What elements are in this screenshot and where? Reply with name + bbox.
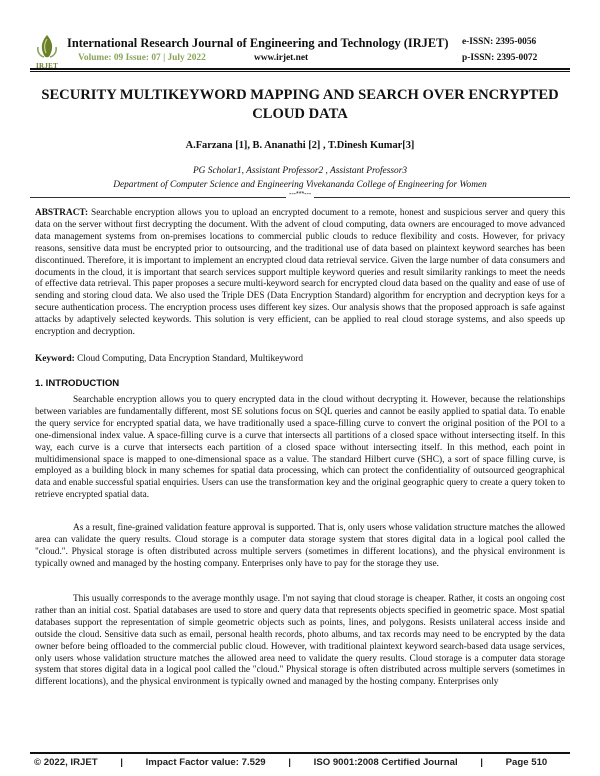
footer-impact-factor: Impact Factor value: 7.529	[145, 757, 266, 768]
section-heading-introduction: 1. INTRODUCTION	[35, 378, 120, 389]
abstract-label: ABSTRACT:	[35, 208, 89, 218]
footer-divider: |	[120, 757, 123, 768]
journal-title: International Research Journal of Engineering and Technology (IRJET)	[67, 36, 449, 50]
footer-divider: |	[288, 757, 291, 768]
keyword-label: Keyword:	[35, 354, 75, 364]
footer-iso: ISO 9001:2008 Certified Journal	[313, 757, 458, 768]
author-affiliation: Department of Computer Science and Engineering Vivekananda College of Engineering for Women	[113, 180, 487, 190]
paper-title: SECURITY MULTIKEYWORD MAPPING AND SEARCH OVER ENCRYPTED CLOUD DATA	[41, 87, 559, 122]
separator-stars: ---***---	[286, 191, 314, 198]
pissn: p-ISSN: 2395-0072	[462, 53, 538, 63]
keyword-text: Cloud Computing, Data Encryption Standard, Multikeyword	[74, 354, 304, 364]
intro-paragraph-3: This usually corresponds to the average monthly usage. I'm not saying that cloud storage is cheaper. Rather, it costs an ongoing cost rather than an initial cost. Spatial databases are used to store and query data that represents objects specified in geometric space. Most spatial databases support the representation of simple geometric objects such as points, lines, and polygons. Resists unilateral access inside and outside the cloud. Sensitive data such as email, personal health records, photo albums, and tax records may need to be encrypted by the data owner before being offloaded to the commercial public cloud. However, with traditional plaintext keyword search-based data usage services, only users whose validation structure matches the allowed area need to validate the query results. Cloud storage is a computer data storage system that stores digital data in a logical pool called the "cloud." Physical storage is often distributed across multiple servers (sometimes in different locations), and the physical environment is typically owned and managed by the hosting company. Enterprises only	[35, 594, 565, 688]
footer-divider: |	[480, 757, 483, 768]
intro-paragraph-2: As a result, fine-grained validation feature approval is supported. That is, only users whose validation structure matches the allowed area can validate the query results. Cloud storage is a computer data storage system that stores digital data in a logical pool called the "cloud.". Physical storage is often distributed across multiple servers (sometimes in different locations), and the physical environment is typically owned and managed by the hosting company. Enterprises only have to pay for the storage they use.	[35, 523, 565, 569]
intro-paragraph-1: Searchable encryption allows you to query encrypted data in the cloud without decrypting it. However, because the relationships between variables are fundamentally different, most SE solutions focus on SQL queries and cannot be easily applied to spatial data. To enable the query service for encrypted spatial data, we have traditionally used a space-filling curve to convert the original position of the POI to a one-dimensional index value. A space-filling curve is a curve that intersects all partitions of a closed space without intersecting itself. In this way, each curve is a curve that intersects each partition of a closed space without intersecting itself. In this method, each point in multidimensional space is mapped to one-dimensional space as a value. The standard Hilbert curve (SHC), a sort of space filling curve, is employed as a building block in many schemes for spatial data processing, which can protect the confidentiality of outsourced geographical data and enable successful spatial enquiries. Users can use the transformation key and the original geographic query to create a query token to retrieve encrypted spatial data.	[35, 395, 565, 501]
footer-copyright: © 2022, IRJET	[34, 757, 98, 768]
volume-issue: Volume: 09 Issue: 07 | July 2022	[78, 53, 206, 63]
header-rule-thin	[30, 71, 570, 72]
header-rule	[30, 68, 570, 70]
abstract-text: Searchable encryption allows you to upload an encrypted document to a remote, honest and suspicious server and query this data on the server without first decrypting the document. With the advent of cloud computing, data owners are encouraged to move advanced data management systems from on-premises locations to commercial public clouds to reduce flexibility and costs. However, for privacy reasons, sensitive data must be encrypted prior to outsourcing, and the traditional use of data based on plaintext keyword searches has been discontinued. Therefore, it is important to implement an encrypted cloud data retrieval service. Given the large number of data consumers and documents in the cloud, it is important that search services support multiple keyword queries and result similarity rankings to meet the needs of effective data retrieval. This paper proposes a secure multi-keyword search for encrypted cloud data based on the quality and ease of use of sending and storing cloud data. We also used the Triple DES (Data Encryption Standard) algorithm for encryption and decryption keys for a secure authentication process. The encryption process uses different key sizes. Our analysis shows that the proposed approach is safe against attacks by adaptively selected keywords. This solution is very efficient, can be applied to real cloud storage systems, and also speeds up encryption and decryption.	[35, 208, 565, 338]
footer-rule	[30, 752, 570, 754]
logo-text: IRJET	[36, 62, 59, 70]
keywords	[35, 354, 565, 366]
page-footer	[34, 757, 547, 768]
abstract	[35, 208, 565, 339]
journal-website[interactable]: www.irjet.net	[254, 53, 309, 63]
paper-authors: A.Farzana [1], B. Ananathi [2] , T.Dinesh Kumar[3]	[185, 140, 415, 151]
footer-page-number: Page 510	[505, 757, 548, 768]
author-roles: PG Scholar1, Assistant Professor2 , Assistant Professor3	[192, 166, 408, 176]
eissn: e-ISSN: 2395-0056	[462, 37, 537, 47]
